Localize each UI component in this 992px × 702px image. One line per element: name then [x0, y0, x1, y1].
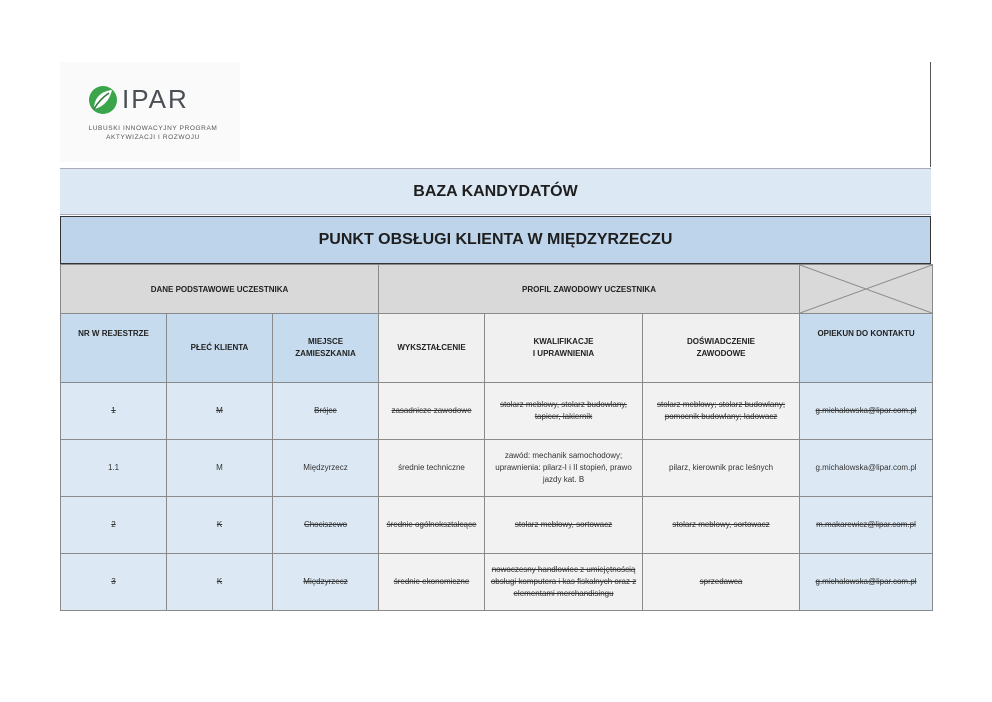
cell-education: średnie ogólnokształcące: [379, 497, 485, 554]
sheet-right-border: [930, 62, 931, 167]
col-header-contact: OPIEKUN DO KONTAKTU: [800, 314, 933, 383]
table-row: [61, 383, 933, 440]
cell-education: zasadnicze zawodowe: [379, 383, 485, 440]
cell-experience: stolarz meblowy; stolarz budowlany; pomocnik budowlany; ładowacz: [643, 383, 800, 440]
cell-experience: stolarz meblowy, sortowacz: [643, 497, 800, 554]
column-header-row: [61, 314, 933, 383]
cell-qualifications: zawód: mechanik samochodowy; uprawnienia: pilarz-I i II stopień, prawo jazdy kat. B: [485, 440, 643, 497]
cell-contact: m.makarewicz@lipar.com.pl: [800, 497, 933, 554]
col-header-experience-line1: DOŚWIADCZENIE: [687, 337, 756, 346]
cell-place: Międzyrzecz: [273, 554, 379, 611]
cell-education: średnie ekonomiczne: [379, 554, 485, 611]
logo-brand: IPAR: [122, 84, 189, 114]
cell-nr: 1: [61, 383, 167, 440]
table-row: [61, 497, 933, 554]
col-header-qualifications-line1: KWALIFIKACJE: [533, 337, 594, 346]
cell-education: średnie techniczne: [379, 440, 485, 497]
section-basic-data: DANE PODSTAWOWE UCZESTNIKA: [61, 265, 379, 314]
cell-place: Chociszewo: [273, 497, 379, 554]
cell-nr: 1.1: [61, 440, 167, 497]
col-header-qualifications-line2: I UPRAWNIENIA: [532, 349, 595, 358]
cell-contact: g.michalowska@lipar.com.pl: [800, 554, 933, 611]
cell-nr: 2: [61, 497, 167, 554]
col-header-experience: [643, 314, 800, 383]
section-header-row: [61, 265, 933, 314]
cell-sex: M: [167, 383, 273, 440]
section-professional-profile: PROFIL ZAWODOWY UCZESTNIKA: [379, 265, 800, 314]
cell-nr: 3: [61, 554, 167, 611]
col-header-qualifications: [485, 314, 643, 383]
col-header-place: MIEJSCE ZAMIESZKANIA: [273, 314, 379, 383]
office-title: PUNKT OBSŁUGI KLIENTA W MIĘDZYRZECZU: [60, 216, 931, 264]
table-row: [61, 554, 933, 611]
cell-qualifications: stolarz meblowy, stolarz budowlany, tapicer, lakiernik: [485, 383, 643, 440]
cell-experience: sprzedawca: [643, 554, 800, 611]
logo-tagline: [88, 124, 218, 142]
col-header-experience-line2: ZAWODOWE: [696, 349, 746, 358]
cell-sex: K: [167, 554, 273, 611]
cell-place: Międzyrzecz: [273, 440, 379, 497]
cell-experience: pilarz, kierownik prac leśnych: [643, 440, 800, 497]
cell-qualifications: stolarz meblowy, sortowacz: [485, 497, 643, 554]
cell-sex: K: [167, 497, 273, 554]
page-title: BAZA KANDYDATÓW: [60, 168, 931, 215]
lipar-leaf-icon: [88, 85, 118, 115]
cell-contact: g.michalowska@lipar.com.pl: [800, 383, 933, 440]
cell-qualifications: nowoczesny handlowiec z umiejętnością obsługi komputera i kas fiskalnych oraz z elementami merchandisingu: [485, 554, 643, 611]
crossed-out-cell: [800, 265, 933, 314]
table-row: [61, 440, 933, 497]
cell-contact: g.michalowska@lipar.com.pl: [800, 440, 933, 497]
cell-sex: M: [167, 440, 273, 497]
logo-tagline-line1: LUBUSKI INNOWACYJNY PROGRAM: [88, 125, 218, 132]
col-header-nr: NR W REJESTRZE: [61, 314, 167, 383]
cell-place: Brójce: [273, 383, 379, 440]
col-header-sex: PŁEĆ KLIENTA: [167, 314, 273, 383]
candidates-table: [60, 264, 933, 611]
col-header-education: WYKSZTAŁCENIE: [379, 314, 485, 383]
logo-tagline-line2: AKTYWIZACJI I ROZWOJU: [106, 134, 200, 141]
logo: [60, 62, 240, 162]
